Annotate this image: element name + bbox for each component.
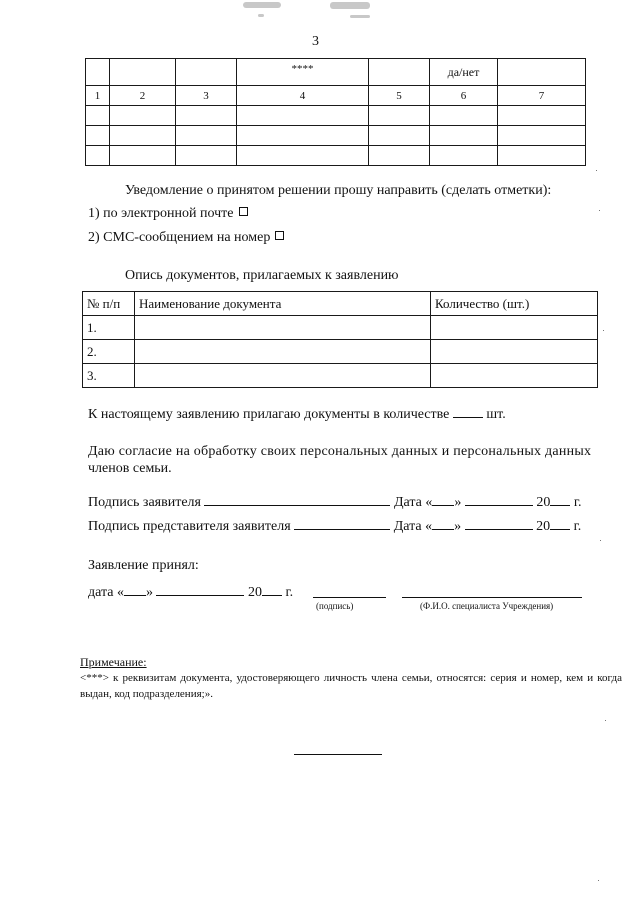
inventory-row-num: 3. — [83, 364, 135, 388]
top-table — [85, 58, 586, 166]
top-table-number-cell: 5 — [369, 86, 430, 106]
consent-line-1: Даю согласие на обработку своих персональных данных и персональных данных — [88, 444, 592, 459]
top-table-number-cell: 2 — [110, 86, 176, 106]
inventory-col-num: № п/п — [83, 292, 135, 316]
sign-applicant-field[interactable] — [204, 493, 390, 506]
inventory-title: Опись документов, прилагаемых к заявлению — [125, 268, 399, 283]
top-table-empty-row — [86, 126, 586, 146]
inventory-col-name: Наименование документа — [135, 292, 431, 316]
scan-speck — [600, 540, 601, 541]
caption-name: (Ф.И.О. специалиста Учреждения) — [420, 601, 554, 611]
closing-rule — [294, 754, 382, 755]
inventory-row — [83, 316, 598, 340]
inventory-row-qty[interactable] — [431, 340, 598, 364]
sign-representative-year-prefix: 20 — [536, 519, 551, 534]
sign-representative-row — [88, 517, 581, 535]
top-table-header-cell — [110, 59, 176, 86]
sign-applicant-label: Подпись заявителя — [88, 495, 201, 510]
sign-representative-year-suffix: г. — [573, 519, 582, 534]
notification-option-sms[interactable] — [88, 230, 284, 246]
sign-applicant-month-field[interactable] — [465, 493, 533, 506]
top-table-number-row — [86, 86, 586, 106]
inventory-col-qty: Количество (шт.) — [431, 292, 598, 316]
top-table-number-cell: 4 — [237, 86, 369, 106]
scan-smudge-right — [330, 2, 370, 9]
inventory-row-qty[interactable] — [431, 364, 598, 388]
top-table-header-cell — [369, 59, 430, 86]
top-table-number-cell: 6 — [430, 86, 498, 106]
top-table-header-cell — [176, 59, 237, 86]
scan-speck — [603, 330, 604, 331]
top-table-header-cell: да/нет — [430, 59, 498, 86]
sign-representative-label: Подпись представителя заявителя — [88, 519, 291, 534]
top-table-number-cell: 1 — [86, 86, 110, 106]
caption-signature: (подпись) — [316, 601, 354, 611]
sign-representative-date-mid: » — [454, 519, 462, 534]
inventory-row-num: 2. — [83, 340, 135, 364]
accepted-date-row — [88, 583, 293, 601]
inventory-table — [82, 291, 598, 388]
scan-smudge-dot — [350, 15, 370, 18]
accepted-month-field[interactable] — [156, 583, 244, 596]
scan-speck — [598, 880, 599, 881]
sign-applicant-date-prefix: Дата « — [393, 495, 433, 510]
note-text: <***> к реквизитам документа, удостоверяющего личность члена семьи, относятся: серия и номер, кем и когда выдан, код подразделения;». — [80, 672, 622, 700]
accepted-year-field[interactable] — [262, 583, 282, 596]
notification-option-email[interactable] — [88, 206, 248, 222]
accepted-signature-field[interactable] — [313, 597, 386, 598]
inventory-row-name[interactable] — [135, 316, 431, 340]
attach-text: К настоящему заявлению прилагаю документы в количестве — [88, 407, 450, 422]
inventory-row-qty[interactable] — [431, 316, 598, 340]
sign-applicant-row — [88, 493, 582, 511]
accepted-name-field[interactable] — [402, 597, 582, 598]
sign-representative-day-field[interactable] — [432, 517, 454, 530]
inventory-header-row — [83, 292, 598, 316]
sign-applicant-day-field[interactable] — [432, 493, 454, 506]
inventory-row — [83, 364, 598, 388]
top-table-empty-row — [86, 106, 586, 126]
accepted-year-prefix: 20 — [247, 585, 262, 600]
scan-smudge-dot — [258, 14, 264, 17]
option-sms-label: 2) СМС-сообщением на номер — [88, 230, 271, 245]
inventory-row — [83, 340, 598, 364]
accepted-day-field[interactable] — [124, 583, 146, 596]
attach-line — [88, 405, 506, 423]
attach-unit: шт. — [486, 407, 506, 422]
scan-speck — [605, 720, 606, 721]
sms-checkbox[interactable] — [275, 231, 284, 240]
note-title: Примечание: — [80, 655, 147, 669]
scan-speck — [596, 170, 597, 171]
page-number: 3 — [312, 34, 319, 49]
accepted-date-prefix: дата « — [88, 585, 124, 600]
top-table-number-cell: 3 — [176, 86, 237, 106]
accepted-date-mid: » — [145, 585, 153, 600]
notification-heading: Уведомление о принятом решении прошу направить (сделать отметки): — [125, 183, 552, 198]
sign-applicant-year-suffix: г. — [573, 495, 582, 510]
attach-count-field[interactable] — [453, 405, 483, 418]
top-table-empty-row — [86, 146, 586, 166]
sign-applicant-year-prefix: 20 — [536, 495, 551, 510]
top-table-number-cell: 7 — [498, 86, 586, 106]
sign-applicant-year-field[interactable] — [550, 493, 570, 506]
email-checkbox[interactable] — [239, 207, 248, 216]
inventory-row-name[interactable] — [135, 340, 431, 364]
top-table-header-row — [86, 59, 586, 86]
top-table-header-cell: **** — [237, 59, 369, 86]
top-table-header-cell — [86, 59, 110, 86]
top-table-header-cell — [498, 59, 586, 86]
scan-speck — [599, 210, 600, 211]
scan-smudge-left — [243, 2, 281, 8]
consent-line-2: членов семьи. — [88, 461, 172, 476]
sign-representative-month-field[interactable] — [465, 517, 533, 530]
sign-representative-field[interactable] — [294, 517, 390, 530]
accepted-year-suffix: г. — [285, 585, 294, 600]
sign-applicant-date-mid: » — [454, 495, 462, 510]
inventory-row-name[interactable] — [135, 364, 431, 388]
sign-representative-year-field[interactable] — [550, 517, 570, 530]
accepted-heading: Заявление принял: — [88, 558, 199, 573]
option-email-label: 1) по электронной почте — [88, 206, 234, 221]
sign-representative-date-prefix: Дата « — [393, 519, 433, 534]
inventory-row-num: 1. — [83, 316, 135, 340]
